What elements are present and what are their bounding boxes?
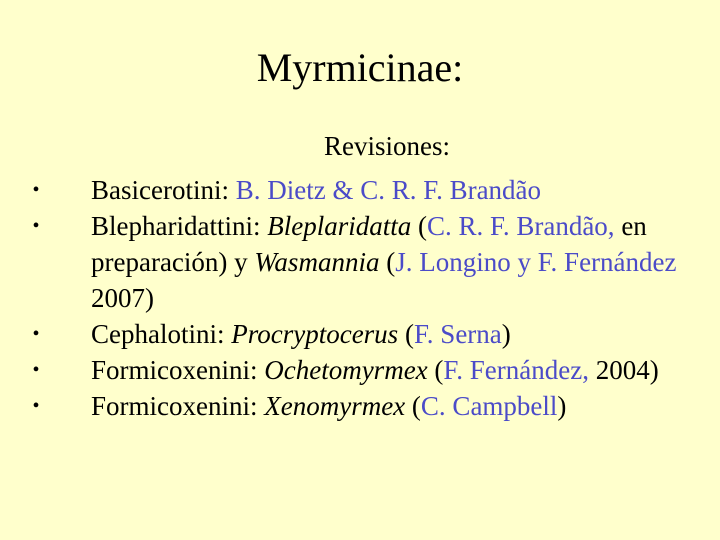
author-name: C. R. F. Brandão, bbox=[426, 211, 615, 241]
text-segment: ( bbox=[427, 355, 444, 385]
text-segment: 2004) bbox=[588, 355, 659, 385]
author-name: C. Campbell bbox=[420, 391, 558, 421]
slide-subtitle: Revisiones: bbox=[324, 131, 450, 161]
bullet-icon: • bbox=[32, 395, 40, 417]
tribe-name: Formicoxenini: bbox=[91, 355, 258, 385]
list-item bbox=[0, 316, 720, 352]
list-item bbox=[0, 388, 720, 424]
author-name: B. Dietz & C. R. F. Brandão bbox=[235, 175, 542, 205]
text-segment: ( bbox=[379, 247, 396, 277]
author-name: F. Fernández, bbox=[443, 355, 589, 385]
slide-title: Myrmicinae: bbox=[256, 45, 464, 90]
text-segment: ) bbox=[557, 391, 567, 421]
genus-name: Xenomyrmex bbox=[264, 391, 406, 421]
text-segment: ) bbox=[501, 319, 511, 349]
revision-list bbox=[0, 172, 720, 424]
genus-name: Wasmannia bbox=[254, 247, 380, 277]
text-segment: 2007) bbox=[91, 283, 154, 313]
genus-name: Bleplaridatta bbox=[267, 211, 412, 241]
tribe-name: Cephalotini: bbox=[91, 319, 225, 349]
genus-name: Procryptocerus bbox=[231, 319, 399, 349]
genus-name: Ochetomyrmex bbox=[264, 355, 428, 385]
tribe-name: Formicoxenini: bbox=[91, 391, 258, 421]
author-name: J. Longino y F. Fernández bbox=[395, 247, 677, 277]
bullet-icon: • bbox=[32, 323, 40, 345]
list-item bbox=[0, 172, 720, 208]
author-name: F. Serna bbox=[413, 319, 502, 349]
list-item bbox=[0, 352, 720, 388]
list-item bbox=[0, 208, 720, 316]
text-segment: ( bbox=[398, 319, 414, 349]
bullet-icon: • bbox=[32, 179, 40, 201]
bullet-icon: • bbox=[32, 359, 40, 381]
text-segment: ( bbox=[405, 391, 421, 421]
tribe-name: Basicerotini: bbox=[91, 175, 229, 205]
tribe-name: Blepharidattini: bbox=[91, 211, 261, 241]
text-segment: ( bbox=[411, 211, 427, 241]
text-segment: en preparación) y bbox=[91, 211, 647, 277]
bullet-icon: • bbox=[32, 215, 40, 237]
